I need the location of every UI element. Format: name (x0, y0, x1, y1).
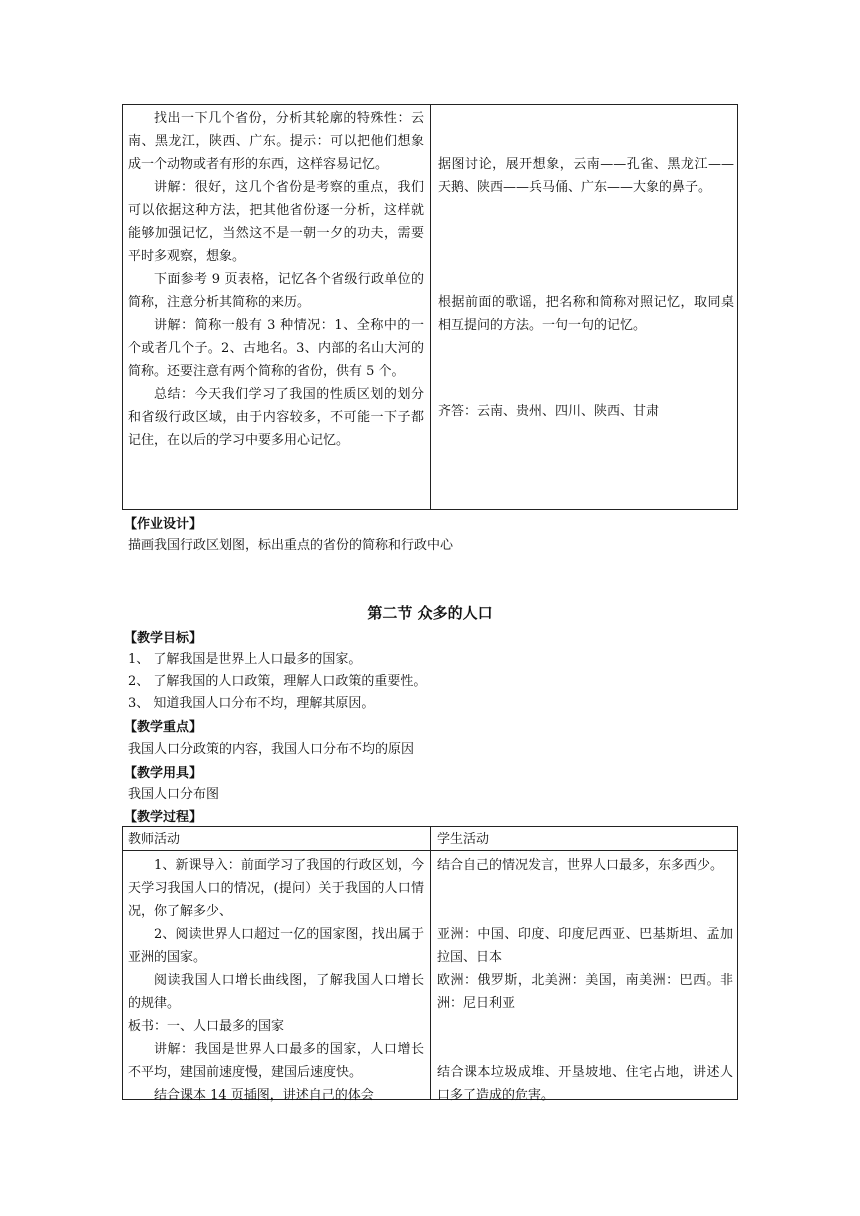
teacher-activity-column (128, 854, 424, 1107)
teacher-paragraph: 阅读我国人口增长曲线图，了解我国人口增长的规律。 (128, 973, 424, 1011)
student-activity-header: 学生活动 (437, 832, 490, 847)
teacher-activity-header: 教师活动 (128, 832, 181, 847)
tools-heading: 【教学用具】 (124, 766, 203, 781)
process-heading: 【教学过程】 (124, 810, 203, 825)
teacher-paragraph: 总结：今天我们学习了我国的性质区划的划分和省级行政区域，由于内容较多，不可能一下子都记住，在以后的学习中要多用心记忆。 (128, 387, 424, 448)
objectives-heading: 【教学目标】 (124, 631, 203, 646)
student-paragraph: 根据前面的歌谣，把名称和简称对照记忆，取同桌相互提问的方法。一句一句的记忆。 (438, 295, 734, 333)
column-divider (430, 827, 431, 1099)
objective-item: 3、 知道我国人口分布不均，理解其原因。 (128, 696, 375, 711)
teacher-paragraph: 板书：一、人口最多的国家 (128, 1019, 285, 1034)
section-title: 第二节 众多的人口 (367, 604, 493, 622)
homework-heading: 【作业设计】 (124, 517, 203, 532)
teacher-paragraph: 结合课本 14 页插图，讲述自己的体会 (154, 1088, 374, 1103)
teacher-paragraph: 讲解：简称一般有 3 种情况：1、全称中的一个或者几个子。2、古地名。3、内部的名山大河的简称。还要注意有两个简称的省份，供有 5 个。 (128, 318, 424, 379)
student-paragraph: 齐答：云南、贵州、四川、陕西、甘肃 (438, 404, 660, 419)
student-paragraph: 亚洲：中国、印度、印度尼西亚、巴基斯坦、孟加拉国、日本 (437, 927, 733, 965)
student-paragraph: 据图讨论，展开想象，云南——孔雀、黑龙江——天鹅、陕西——兵马俑、广东——大象的鼻子。 (438, 157, 734, 195)
teacher-paragraph: 讲解：我国是世界人口最多的国家，人口增长不平均，建国前速度慢，建国后速度快。 (128, 1042, 424, 1080)
teacher-paragraph: 讲解：很好，这几个省份是考察的重点，我们可以依据这种方法，把其他省份逐一分析，这样就能够加强记忆，当然这不是一朝一夕的功夫，需要平时多观察，想象。 (128, 180, 424, 264)
teacher-paragraph: 找出一下几个省份，分析其轮廓的特殊性：云南、黑龙江，陕西、广东。提示：可以把他们想象成一个动物或者有形的东西，这样容易记忆。 (128, 111, 424, 172)
student-paragraph: 欧洲：俄罗斯，北美洲：美国，南美洲：巴西。非洲：尼日利亚 (437, 973, 733, 1011)
objective-item: 2、 了解我国的人口政策，理解人口政策的重要性。 (128, 674, 427, 689)
student-paragraph: 结合自己的情况发言，世界人口最多，东多西少。 (437, 858, 724, 873)
teacher-paragraph: 1、新课导入：前面学习了我国的行政区划，今天学习我国人口的情况，(提问）关于我国的人口情况，你了解多少、 (128, 858, 424, 919)
homework-text: 描画我国行政区划图，标出重点的省份的简称和行政中心 (128, 538, 454, 553)
key-points-heading: 【教学重点】 (124, 720, 203, 735)
lesson-table-2 (122, 826, 738, 1103)
teacher-paragraph: 下面参考 9 页表格，记忆各个省级行政单位的简称，注意分析其简称的来历。 (128, 272, 424, 310)
tools-text: 我国人口分布图 (128, 787, 220, 802)
column-divider (430, 105, 431, 509)
teacher-paragraph: 2、阅读世界人口超过一亿的国家图，找出属于亚洲的国家。 (128, 927, 424, 965)
teacher-activity-column (128, 107, 424, 452)
header-divider (123, 850, 737, 851)
lesson-table-1 (122, 104, 738, 510)
student-paragraph: 结合课本垃圾成堆、开垦坡地、住宅占地，讲述人口多了造成的危害。 (437, 1065, 733, 1103)
objective-item: 1、 了解我国是世界上人口最多的国家。 (128, 652, 362, 667)
key-points-text: 我国人口分政策的内容，我国人口分布不均的原因 (128, 742, 415, 757)
